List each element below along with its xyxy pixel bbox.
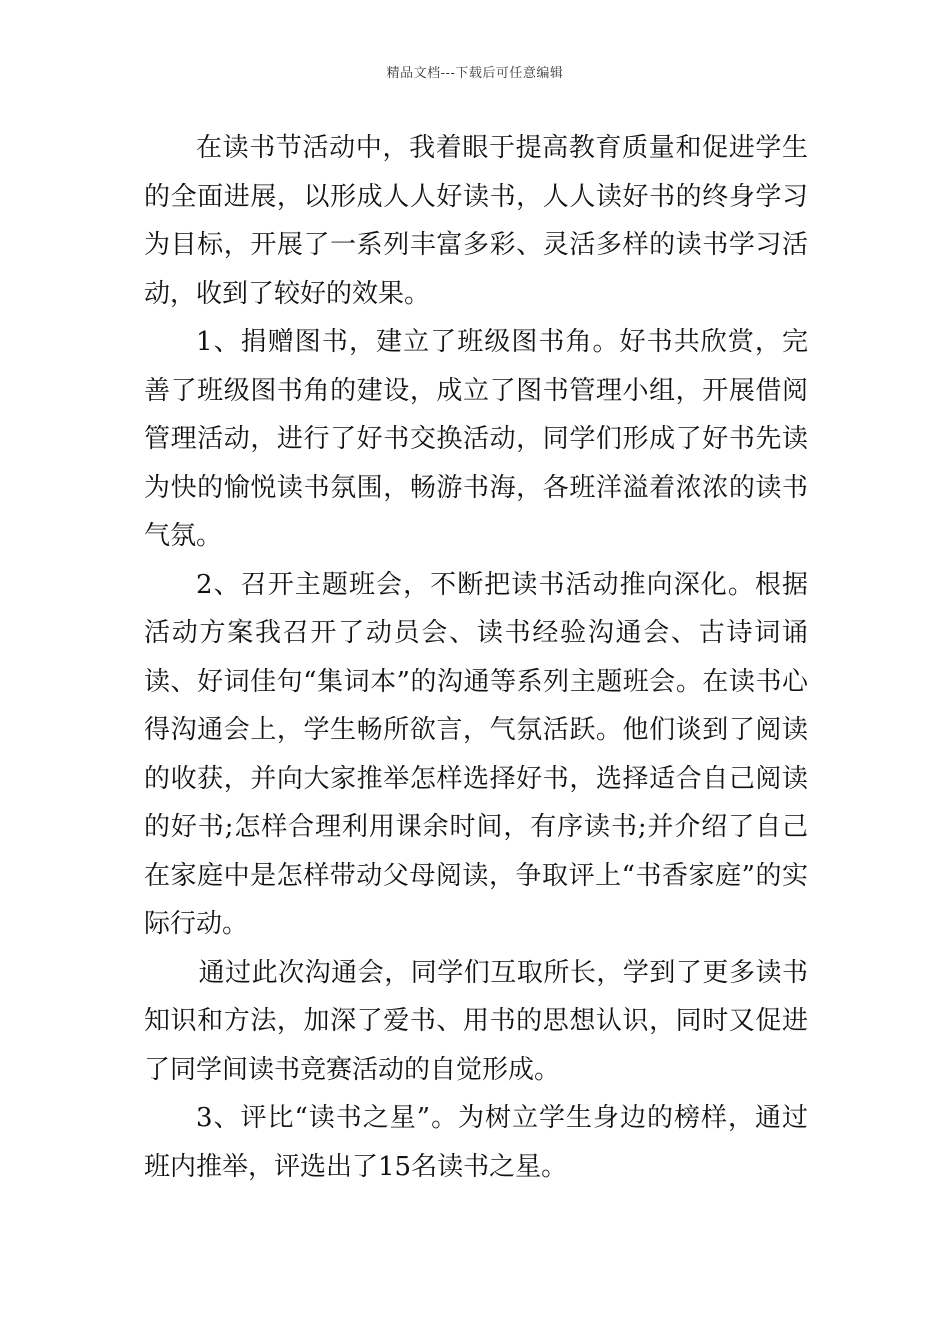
paragraph-intro: 在读书节活动中，我着眼于提高教育质量和促进学生的全面进展，以形成人人好读书，人人读好书的终身学习为目标，开展了一系列丰富多彩、灵活多样的读书学习活动，收到了较好的效果。 <box>144 133 808 309</box>
paragraph-followup: 通过此次沟通会，同学们互取所长，学到了更多读书知识和方法，加深了爱书、用书的思想认识，同时又促进了同学间读书竞赛活动的自觉形成。 <box>144 957 808 1085</box>
paragraph-item-2: 2、召开主题班会，不断把读书活动推向深化。根据活动方案我召开了动员会、读书经验沟通会、古诗词诵读、好词佳句“集词本”的沟通等系列主题班会。在读书心得沟通会上，学生畅所欲言，气氛活跃。他们谈到了阅读的收获，并向大家推举怎样选择好书，选择适合自己阅读的好书;怎样合理利用课余时间，有序读书;并介绍了自己在家庭中是怎样带动父母阅读，争取评上“书香家庭”的实际行动。 <box>144 569 808 939</box>
paragraph-item-1: 1、捐赠图书，建立了班级图书角。好书共欣赏，完善了班级图书角的建设，成立了图书管理小组，开展借阅管理活动，进行了好书交换活动，同学们形成了好书先读为快的愉悦读书氛围，畅游书海，各班洋溢着浓浓的读书气氛。 <box>144 327 808 551</box>
page-header: 精品文档---下载后可任意编辑 <box>386 66 564 81</box>
document-body <box>144 124 808 1191</box>
paragraph-item-3: 3、评比“读书之星”。为树立学生身边的榜样，通过班内推举，评选出了15名读书之星。 <box>144 1103 808 1182</box>
